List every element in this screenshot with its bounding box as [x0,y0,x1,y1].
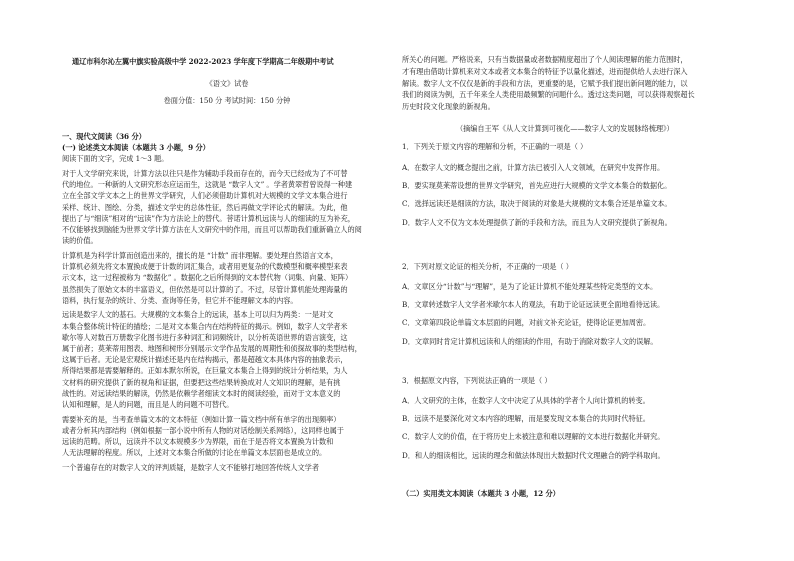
passage-line: 歇尔等人对数百万册数字化图书进行多种词汇和词频统计，以分析英语世界的语言演变，这 [62,332,348,342]
passage-line: 属于前者；莫莱蒂用图表、地图和树形分别展示文学作品发展的周期性和侦探故事的类型结构， [62,344,362,353]
passage-line: 才有理由借助计算机来对文本或者文本集合的特征予以量化描述，进而提供给人去进行深入 [402,66,688,76]
passage-line: 人无法理解的程度。所以，上述对文本集合所做的讨论在单篇文本层面也是成立的。 [62,448,327,458]
passage-line: 或者分析其内部结构（例如根据一部小说中所有人物的对话绘制关系网络），这同样也属于 [62,425,344,435]
option-C: C．文章第四段论单篇文本层面的问题，对前文补充论证，使得论证更加周密。 [402,318,651,328]
passage-line: 所关心的问题。严格说来，只有当数据量或者数据精度超出了个人阅读理解的能力范围时， [402,55,688,64]
passage-line: 采样、统计、图绘、分类，描述文学史的总体性征，然后再做文学评论式的解读。为此，他 [62,202,348,212]
score-time: 卷面分值：150 分 考试时间：150 分钟 [163,96,291,105]
passage-line: 一个普遍存在的对数字人文的评判质疑，是数字人文不能够打地回答传统人文学者 [62,463,319,472]
passage-line: 计算机必须先将文本置换成便于计数的词汇集合，或者用更复杂的代数模型和概率模型来表 [62,262,348,272]
instruction: 阅读下面的文字，完成 1～3 题。 [62,154,169,163]
option-C: C．数字人文的价值，在于将历史上未被注意和难以理解的文本进行数据化并研究。 [402,432,665,442]
question-1-stem: 1．下列关于原文内容的理解和分析，不正确的一项是（ ） [402,142,588,151]
passage-line: 文材料的研究提供了新的视角和证据，但要把这些结果转换成对人文知识的理解，是有挑 [62,377,341,387]
passage-line: 需要补充的是，当考查单篇文本的文本特征（例如计算一篇文档中所有单字的出现频率） [62,414,341,424]
option-A: A．人文研究的主体，在数字人文中决定了从具体的学者个人向计算机的转变。 [402,396,650,405]
exam-title: 通辽市科尔沁左翼中旗实验高级中学 2022-2023 学年度下学期高二年级期中考试 [72,57,334,66]
section-title: 一、现代文阅读（36 分） [62,132,146,141]
passage-line: 认知和理解，是人的问题，而且是人的问题不可替代。 [62,400,234,409]
question-3-stem: 3．根据原文内容，下列说法正确的一项是（ ） [402,376,552,385]
option-C: C．选择远读还是细读的方法，取决于阅读的对象是大规模的文本集合还是单篇文本。 [402,199,672,209]
passage-line: 远读是数字人文的基石。大规模的文本集合上的远读，基本上可以归为两类：一是对文 [62,310,334,320]
option-D: D．和人的细读相比，远读的理念和做法体现出大数据时代文理融合的跨学科取向。 [402,450,665,460]
passage-line: 计算机是为科学计算而创造出来的，擅长的是 “计数” 而非理解。要处理自然语言文本， [62,250,338,260]
passage-line: 提出了与“细读”相对的“远读”作为方法论上的替代。菩诺计算机远读与人的细读的互为补充， [62,213,355,223]
option-D: D．数字人文不仅为文本处理提供了新的手段和方法，而且为人文研究提供了新视角。 [402,217,672,227]
passage-line: 历史时段文化现象的新视角。 [402,102,495,112]
option-B: B．要实现莫莱蒂设想的世界文学研究，首先应进行大规模的文学文本集合的数据化。 [402,181,672,191]
option-A: A．在数字人文的概念提出之前，计算方法已被引入人文领域，在研究中发挥作用。 [402,163,665,172]
option-B: B．远读不是要深化对文本内容的理解，而是要发现文本集合的共同时代特征。 [402,414,650,424]
source-citation: （摘编自王军《从人文计算到可视化——数字人文的发展脉络梳理》） [456,124,674,133]
sub-section-title: (一) 论述类文本阅读（本题共 3 小题，9 分） [62,143,210,152]
passage-line: 虽然损失了原始文本的丰富语义，但依然是可以计算的了。不过，尽管计算机能处理海量的 [62,284,348,294]
passage-line: 示文本，这一过程被称为 “数据化” 。数据化之后所得到的文本替代物（词集、向量、矩阵） [62,273,353,283]
passage-line: 这属于后者。无论是宏观统计描述还是内在结构揭示，都是超越文本具体内容的抽象表示， [62,355,348,365]
passage-line: 立在全部文学文本之上的世界文学研究，人们必须借助计算机对大规模的文学文本集合进行 [62,191,348,201]
passage-line: 解读。数字人文不仅仅是新的手段和方法，更重要的是，它赋予我们提出新问题的能力，以 [402,78,688,88]
passage-line: 本集合整体统计特征的描绘；二是对文本集合内在结构特征的揭示。例如，数字人文学者米 [62,321,348,331]
passage-line: 我们的阅读为例，五千年来全人类使用最频繁的问题什么。透过这类问题，可以获得观察超长 [402,90,695,100]
option-B: B．文章转述数字人文学者米歇尔本人的观法，有助于论证远读更全面地看待远读。 [402,300,665,310]
passage-line: 对于人文学研究来说，计算方法以往只是作为辅助手段而存在的，而今天已经成为了不可替 [62,169,348,178]
passage-line: 远读的范畴。所以，远读并不以文本规模多少为界限，而在于是否将文本置换为计数和 [62,437,334,447]
passage-line: 语料，执行复杂的统计、分类、查询等任务，但它并不能理解文本的内容。 [62,295,298,305]
option-D: D．文章同时肯定计算机远读和人的细读的作用，有助于消除对数字人文的误解。 [402,336,658,346]
passage-line: 代的地位。一种新的人文研究形态应运而生，这就是 “数字人文” 。学者黄翠哲曾说得一种建 [62,180,353,190]
section-2-title: （二）实用类文本阅读（本题共 3 小题，12 分） [402,489,560,498]
passage-line: 读的价值。 [62,236,98,246]
passage-line: 所得结果都是需要解释的。正如本默尔所说，在巨量文本集合上得到的统计分析结果，为人 [62,366,348,376]
question-2-stem: 2．下列对原文论证的相关分析，不正确的一项是（ ） [402,262,573,271]
passage-line: 不仅能够找到脑能为世界文学计算方法在人文研究中的作用，而且可以帮助我们重新确立人的阅 [62,225,362,234]
passage-line: 战性的。对远读结果的解读，仍然是依赖学者细读文本时的阅读经验，而对于文本意义的 [62,388,341,398]
subject-title: 《语文》试卷 [205,79,249,88]
option-A: A．文章区分“计数”与“理解”，是为了论证计算机不能处理某些特定类型的文本。 [402,282,658,291]
